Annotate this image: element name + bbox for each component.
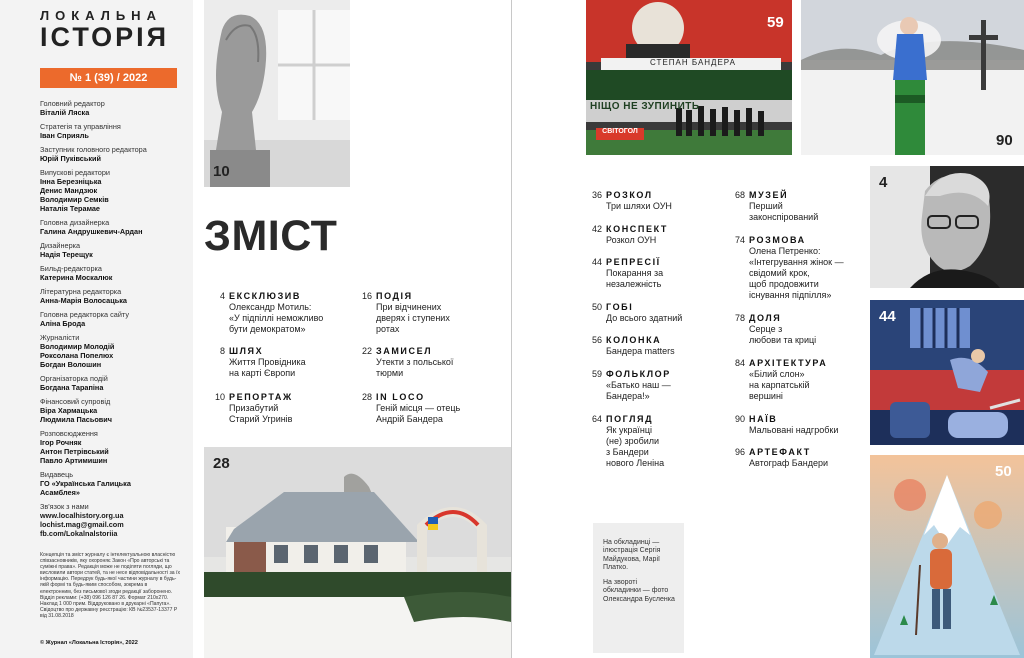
staff-role: Літературна редакторка — [40, 287, 122, 296]
toc-item[interactable] — [734, 447, 861, 469]
toc-description: Бандера!» — [606, 391, 650, 401]
toc-description: Андрій Бандера — [376, 414, 443, 424]
toc-item[interactable] — [219, 346, 369, 379]
staff-name: Антон Петрівський — [40, 447, 109, 456]
staff-role: Журналісти — [40, 333, 80, 342]
staff-role: Розповсюдження — [40, 429, 98, 438]
toc-category: РОЗМОВА — [749, 235, 806, 245]
toc-page-number: 56 — [591, 335, 602, 345]
toc-description: Покарання за — [606, 268, 664, 278]
toc-description: (не) зробили — [606, 436, 660, 446]
staff-role: Фінансовий супровід — [40, 397, 111, 406]
staff-name: Володимир Молодій — [40, 342, 115, 351]
toc-page-number: 22 — [361, 346, 372, 356]
toc-category: ШЛЯХ — [229, 346, 264, 356]
staff-name: Юрій Пуківський — [40, 154, 101, 163]
toc-page-number: 44 — [591, 257, 602, 267]
logo-top-word: ЛОКАЛЬНА — [40, 8, 162, 23]
toc-item[interactable] — [591, 414, 746, 469]
toc-page-number: 64 — [591, 414, 602, 424]
copyright: © Журнал «Локальна Історія», 2022 — [40, 640, 138, 646]
toc-page-number: 36 — [591, 190, 602, 200]
toc-page-number: 42 — [591, 224, 602, 234]
toc-description: Мальовані надгробки — [749, 425, 839, 435]
toc-page-number: 50 — [591, 302, 602, 312]
staff-role: Заступник головного редактора — [40, 145, 147, 154]
staff-group — [40, 287, 185, 305]
toc-description: Автограф Бандери — [749, 458, 828, 468]
toc-page-number: 16 — [361, 291, 372, 301]
masthead-sidebar — [0, 0, 193, 658]
prison-photo — [870, 300, 1024, 445]
toc-category: МУЗЕЙ — [749, 190, 789, 200]
toc-description: незалежність — [606, 279, 662, 289]
toc-item[interactable] — [361, 392, 516, 425]
toc-item[interactable] — [734, 414, 861, 436]
staff-name: Катерина Москалюк — [40, 273, 113, 282]
toc-item[interactable] — [219, 291, 369, 335]
toc-item[interactable] — [591, 302, 746, 324]
toc-description: Старий Угринів — [229, 414, 293, 424]
staff-role: Організаторка подій — [40, 374, 108, 383]
staff-role: Головна редакторка сайту — [40, 310, 129, 319]
toc-description: ротах — [376, 324, 400, 334]
staff-role: Головна дизайнерка — [40, 218, 110, 227]
toc-item[interactable] — [591, 190, 746, 212]
staff-group — [40, 122, 185, 140]
toc-category: АРТЕФАКТ — [749, 447, 811, 457]
staff-name: Віра Хармацька — [40, 406, 98, 415]
toc-description: Олександр Мотиль: — [229, 302, 312, 312]
email-link[interactable]: lochist.mag@gmail.com — [40, 520, 124, 529]
toc-description: Серце з — [749, 324, 783, 334]
facebook-link[interactable]: fb.com/Lokalnalstoriia — [40, 529, 118, 538]
bust-illustration — [204, 0, 350, 187]
toc-description: «Батько наш — — [606, 380, 671, 390]
toc-description: бути демократом» — [229, 324, 306, 334]
logo-main-word: ІСТОРІЯ — [40, 22, 170, 52]
toc-description: вершині — [749, 391, 783, 401]
toc-category: ЗАМИСЕЛ — [376, 346, 433, 356]
toc-description: свідомий крок, — [749, 268, 810, 278]
toc-description: При відчинених — [376, 302, 442, 312]
toc-item[interactable] — [591, 369, 746, 402]
page-number-prison: 44 — [879, 308, 896, 325]
toc-description: До всього здатний — [606, 313, 683, 323]
staff-name: Денис Мандзюк — [40, 186, 98, 195]
staff-group — [40, 470, 185, 497]
staff-name: Богдана Тарапіна — [40, 383, 104, 392]
bust-photo — [204, 0, 350, 187]
angel-photo — [801, 0, 1024, 155]
toc-description: Як українці — [606, 425, 653, 435]
contacts — [40, 502, 185, 538]
toc-category: РОЗКОЛ — [606, 190, 653, 200]
mountain-illustration — [870, 455, 1024, 658]
toc-page-number: 78 — [734, 313, 745, 323]
toc-page-number: 8 — [219, 346, 225, 356]
staff-group — [40, 333, 185, 369]
staff-group — [40, 397, 185, 424]
staff-name: Роксолана Попелюх — [40, 351, 114, 360]
stadium-board: СВІТОГОЛ — [602, 128, 638, 135]
staff-name: Ігор Рочняк — [40, 438, 82, 447]
toc-category: РЕПРЕСІЇ — [606, 257, 661, 267]
toc-item[interactable] — [591, 335, 746, 357]
staff-name: Інна Березніцька — [40, 177, 102, 186]
staff-name: Наталія Терамае — [40, 204, 100, 213]
toc-description: дверях і ступених — [376, 313, 450, 323]
toc-category: АРХІТЕКТУРА — [749, 358, 828, 368]
toc-category: КОНСПЕКТ — [606, 224, 668, 234]
toc-page-number: 10 — [214, 392, 225, 402]
toc-description: Олена Петренко: — [749, 246, 821, 256]
toc-category: НАЇВ — [749, 414, 778, 424]
staff-role: Бильд-редакторка — [40, 264, 102, 273]
staff-group — [40, 429, 185, 465]
toc-item[interactable] — [734, 313, 861, 346]
toc-category: ПОДІЯ — [376, 291, 413, 301]
toc-description: Призабутий — [229, 403, 279, 413]
toc-page-number: 59 — [591, 369, 602, 379]
cover-note-front: На обкладинці — ілюстрація Сергія Майдукова, Марії Платко. — [603, 539, 661, 571]
staff-name: Володимир Семків — [40, 195, 109, 204]
staff-role: Головний редактор — [40, 99, 105, 108]
page-number-mountain: 50 — [995, 463, 1012, 480]
staff-list — [40, 99, 185, 538]
toc-description: нового Леніна — [606, 458, 665, 468]
toc-page-number: 74 — [734, 235, 745, 245]
toc-page-number: 84 — [734, 358, 745, 368]
angel-illustration — [801, 0, 1024, 155]
toc-page-number: 28 — [361, 392, 372, 402]
toc-page-number: 90 — [734, 414, 745, 424]
staff-group — [40, 218, 185, 236]
mountain-photo — [870, 455, 1024, 658]
page-number-portrait: 4 — [879, 174, 888, 191]
staff-name: Надія Терещук — [40, 250, 93, 259]
website-link[interactable]: www.localhistory.org.ua — [40, 511, 124, 520]
toc-description: на карпатській — [749, 380, 810, 390]
toc-category: РЕПОРТАЖ — [229, 392, 293, 402]
stadium-banner-bottom: НІЩО НЕ ЗУПИНИТЬ — [590, 101, 700, 112]
legal-notice: Концепція та зміст журналу є інтелектуальною власністю співзасновників, яку охороняє Закон «Про авторські та суміжні права». Редакція може не поділяти погляди, що висловили автори статей, та не несе відповідальності за їх інформацію. Передрук будь-якої частини журналу в будь-якій формі та будь-яким способом, зокрема в електронним, без письмової згоди редакції заборонено. Відділ реклами: (+38) 096 126 87 26. Формат 210x270. Наклад 1 000 прим. Віддруковано в друкарні «Папуга». Свідоцтво про державну реєстрацію: КВ №23537-13377 Р від 31.08.2018 — [40, 552, 181, 619]
toc-description: Геній місця — отець — [376, 403, 461, 413]
toc-description: Бандера matters — [606, 346, 675, 356]
toc-description: тюрми — [376, 368, 404, 378]
toc-item[interactable] — [734, 235, 861, 301]
staff-role: Стратегія та управління — [40, 122, 121, 131]
page-number-angel: 90 — [996, 132, 1013, 149]
toc-page-number: 4 — [219, 291, 225, 301]
toc-category: IN LOCO — [376, 392, 425, 402]
contacts-label: Зв'язок з нами — [40, 502, 89, 511]
staff-name: Іван Сприяль — [40, 131, 89, 140]
toc-category: КОЛОНКА — [606, 335, 662, 345]
toc-item[interactable] — [361, 291, 516, 335]
toc-item[interactable] — [734, 358, 861, 402]
toc-item[interactable] — [734, 190, 861, 223]
staff-name: Галина Андрушкевич-Ардан — [40, 227, 143, 236]
staff-name: ГО «Українська Галицька — [40, 479, 131, 488]
cover-note — [593, 523, 684, 653]
staff-name: Павло Артимишин — [40, 456, 108, 465]
staff-role: Видавець — [40, 470, 74, 479]
staff-name: Богдан Волошин — [40, 360, 102, 369]
toc-page-number: 68 — [734, 190, 745, 200]
staff-name: Віталій Ляска — [40, 108, 90, 117]
toc-description: «Білий слон» — [749, 369, 805, 379]
toc-item[interactable] — [361, 346, 516, 379]
toc-item[interactable] — [214, 392, 369, 425]
stadium-banner-top: СТЕПАН БАНДЕРА — [650, 58, 736, 67]
staff-group — [40, 374, 185, 392]
toc-description: Перший — [749, 201, 783, 211]
toc-description: Розкол ОУН — [606, 235, 657, 245]
house-illustration — [204, 447, 511, 658]
contents-title: ЗМІСТ — [204, 212, 338, 260]
staff-name: Асамблея» — [40, 488, 80, 497]
page-number-stadium: 59 — [767, 14, 784, 31]
staff-role: Дизайнерка — [40, 241, 81, 250]
toc-category: ФОЛЬКЛОР — [606, 369, 671, 379]
toc-description: існування підпілля» — [749, 290, 832, 300]
toc-description: любови та криці — [749, 335, 817, 345]
toc-category: ПОГЛЯД — [606, 414, 654, 424]
house-photo — [204, 447, 511, 658]
staff-role: Випускові редактори — [40, 168, 110, 177]
stadium-photo — [586, 0, 792, 155]
toc-description: Утекти з польської — [376, 357, 454, 367]
toc-description: Життя Провідника — [229, 357, 306, 367]
toc-description: «У підпіллі неможливо — [229, 313, 324, 323]
toc-description: Три шляхи ОУН — [606, 201, 672, 211]
toc-item[interactable] — [591, 224, 746, 246]
toc-description: законспірований — [749, 212, 819, 222]
issue-badge: № 1 (39) / 2022 — [40, 68, 177, 88]
toc-page-number: 96 — [734, 447, 745, 457]
page-number-bust: 10 — [213, 163, 230, 180]
staff-group — [40, 99, 185, 117]
portrait-photo — [870, 166, 1024, 288]
page-gutter — [511, 0, 512, 658]
toc-category: ЕКСКЛЮЗИВ — [229, 291, 301, 301]
toc-description: з Бандери — [606, 447, 649, 457]
toc-description: на карті Європи — [229, 368, 296, 378]
toc-category: ДОЛЯ — [749, 313, 782, 323]
staff-group — [40, 145, 185, 163]
page-number-house: 28 — [213, 455, 230, 472]
staff-name: Аліна Брода — [40, 319, 86, 328]
cover-note-back: На звороті обкладинки — фото Олександра Бусленка — [603, 579, 675, 603]
staff-name: Анна-Марія Волосацька — [40, 296, 127, 305]
toc-category: ГОБІ — [606, 302, 634, 312]
toc-description: щоб продовжити — [749, 279, 819, 289]
staff-name: Людмила Пасьович — [40, 415, 113, 424]
staff-group — [40, 264, 185, 282]
toc-item[interactable] — [591, 257, 746, 290]
staff-group — [40, 241, 185, 259]
portrait-illustration — [870, 166, 1024, 288]
staff-group — [40, 168, 185, 213]
toc-description: «Інтегрування жінок — — [749, 257, 844, 267]
staff-group — [40, 310, 185, 328]
